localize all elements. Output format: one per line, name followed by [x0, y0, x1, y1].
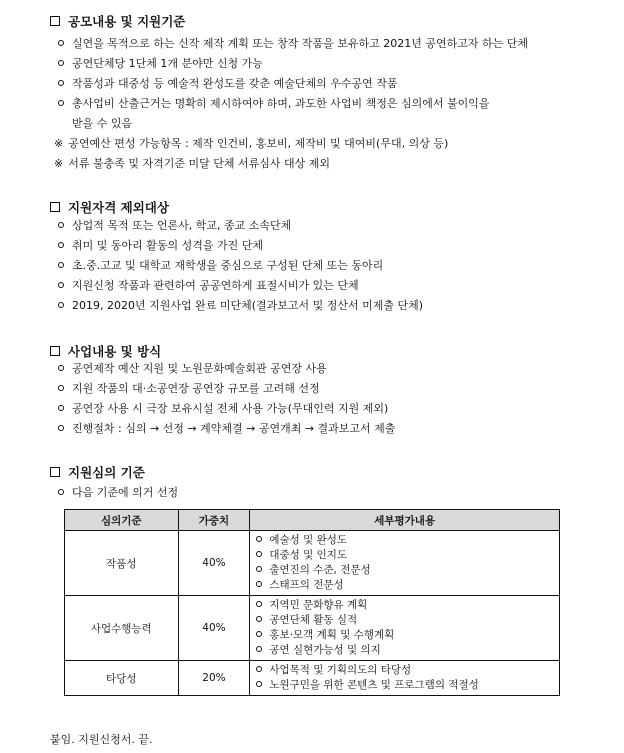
circle-bullet-icon: [256, 566, 262, 572]
list-item: 다음 기준에 의거 선정: [58, 486, 178, 500]
list-item: 지원신청 작품과 관련하여 공공연하게 표절시비가 있는 단체: [58, 279, 359, 293]
list-item: 실연을 목적으로 하는 신작 제작 계획 또는 창작 작품을 보유하고 2021년 공연하고자 하는 단체: [58, 37, 528, 51]
section-heading-program: [50, 342, 161, 360]
circle-bullet-icon: [58, 302, 64, 308]
circle-bullet-icon: [58, 242, 64, 248]
criterion-cell: 사업수행능력: [65, 596, 179, 661]
circle-bullet-icon: [256, 616, 262, 622]
column-header: 세부평가내용: [250, 510, 560, 531]
circle-bullet-icon: [58, 222, 64, 228]
list-item-continuation: 받을 수 있음: [72, 117, 133, 130]
section-title: 지원자격 제외대상: [68, 200, 169, 215]
weight-cell: 40%: [178, 531, 250, 596]
circle-bullet-icon: [256, 631, 262, 637]
weight-cell: 40%: [178, 596, 250, 661]
criterion-cell: 작품성: [65, 531, 179, 596]
section-title: 지원심의 기준: [68, 465, 145, 480]
list-item: 진행절차 : 심의 → 선정 → 계약체결 → 공연개최 → 결과보고서 제출: [58, 422, 395, 436]
note-item: ※ 공연예산 편성 가능항목 : 제작 인건비, 홍보비, 제작비 및 대여비(무대, 의상 등): [54, 137, 449, 150]
list-item: 취미 및 동아리 활동의 성격을 가진 단체: [58, 239, 263, 253]
circle-bullet-icon: [58, 40, 64, 46]
detail-item: 지역민 문화향유 계획: [256, 598, 559, 613]
reference-mark-icon: ※: [54, 137, 64, 150]
list-item: 공연제작 예산 지원 및 노원문화예술회관 공연장 사용: [58, 362, 327, 376]
list-item: 총사업비 산출근거는 명확히 제시하여야 하며, 과도한 사업비 책정은 심의에서 불이익을: [58, 97, 490, 111]
detail-item: 사업목적 및 기획의도의 타당성: [256, 663, 559, 678]
list-item: 초.중.고교 및 대학교 재학생을 중심으로 구성된 단체 또는 동아리: [58, 259, 383, 273]
circle-bullet-icon: [256, 681, 262, 687]
column-header: 가중치: [178, 510, 250, 531]
criteria-table: [64, 509, 560, 696]
square-bullet-icon: [50, 467, 60, 477]
section-heading-application: [50, 12, 185, 30]
section-heading-criteria: [50, 463, 145, 481]
details-cell: [250, 596, 560, 661]
weight-cell: 20%: [178, 661, 250, 696]
detail-item: 대중성 및 인지도: [256, 548, 559, 563]
circle-bullet-icon: [58, 405, 64, 411]
table-row: [65, 596, 560, 661]
detail-item: 노원구민을 위한 콘텐츠 및 프로그램의 적절성: [256, 678, 559, 693]
circle-bullet-icon: [58, 80, 64, 86]
table-header-row: [65, 510, 560, 531]
criterion-cell: 타당성: [65, 661, 179, 696]
detail-item: 스태프의 전문성: [256, 578, 559, 593]
detail-item: 공연 실현가능성 및 의지: [256, 643, 559, 658]
square-bullet-icon: [50, 16, 60, 26]
circle-bullet-icon: [58, 425, 64, 431]
detail-item: 예술성 및 완성도: [256, 533, 559, 548]
table-row: [65, 661, 560, 696]
detail-item: 출연진의 수준, 전문성: [256, 563, 559, 578]
section-heading-exclusions: [50, 198, 169, 216]
list-item: 공연장 사용 시 극장 보유시설 전체 사용 가능(무대인력 지원 제외): [58, 402, 388, 416]
details-cell: [250, 661, 560, 696]
circle-bullet-icon: [58, 60, 64, 66]
circle-bullet-icon: [58, 489, 64, 495]
circle-bullet-icon: [256, 551, 262, 557]
list-item: 2019, 2020년 지원사업 완료 미단체(결과보고서 및 정산서 미제출 단체): [58, 299, 423, 313]
square-bullet-icon: [50, 346, 60, 356]
circle-bullet-icon: [58, 100, 64, 106]
circle-bullet-icon: [256, 666, 262, 672]
section-title: 공모내용 및 지원기준: [68, 14, 186, 29]
list-item: 상업적 목적 또는 언론사, 학교, 종교 소속단체: [58, 219, 291, 233]
circle-bullet-icon: [58, 282, 64, 288]
circle-bullet-icon: [256, 581, 262, 587]
circle-bullet-icon: [256, 601, 262, 607]
circle-bullet-icon: [256, 536, 262, 542]
column-header: 심의기준: [65, 510, 179, 531]
note-item: ※ 서류 불충족 및 자격기준 미달 단체 서류심사 대상 제외: [54, 157, 330, 170]
section-title: 사업내용 및 방식: [68, 344, 162, 359]
square-bullet-icon: [50, 202, 60, 212]
detail-item: 홍보·모객 계획 및 수행계획: [256, 628, 559, 643]
attachment-note: 붙임. 지원신청서. 끝.: [50, 733, 153, 746]
circle-bullet-icon: [58, 365, 64, 371]
reference-mark-icon: ※: [54, 157, 64, 170]
circle-bullet-icon: [58, 262, 64, 268]
circle-bullet-icon: [256, 646, 262, 652]
table-row: [65, 531, 560, 596]
details-cell: [250, 531, 560, 596]
list-item: 지원 작품의 대·소공연장 공연장 규모를 고려해 선정: [58, 382, 320, 396]
list-item: 작품성과 대중성 등 예술적 완성도를 갖춘 예술단체의 우수공연 작품: [58, 77, 398, 91]
list-item: 공연단체당 1단체 1개 분야만 신청 가능: [58, 57, 263, 71]
circle-bullet-icon: [58, 385, 64, 391]
detail-item: 공연단체 활동 실적: [256, 613, 559, 628]
